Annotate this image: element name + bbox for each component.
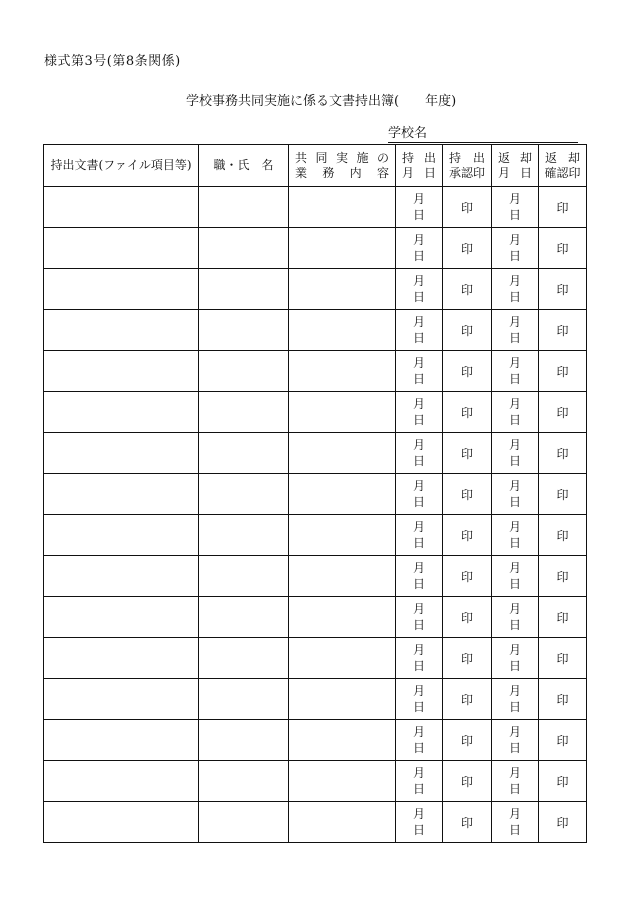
approve-seal-cell[interactable] — [443, 310, 492, 351]
day-label: 日 — [508, 618, 521, 632]
confirm-seal-cell[interactable] — [539, 720, 587, 761]
seal-label: 印 — [460, 487, 473, 502]
seal-label: 印 — [556, 200, 569, 215]
approve-seal-cell[interactable] — [443, 638, 492, 679]
seal-label: 印 — [556, 446, 569, 461]
out-date-cell[interactable] — [396, 351, 443, 392]
out-date-month-day — [396, 355, 442, 387]
header-confirm-line2: 確認印 — [544, 165, 581, 180]
out-date-month-day — [396, 724, 442, 756]
approve-seal-cell[interactable] — [443, 228, 492, 269]
work-cell[interactable] — [289, 761, 396, 802]
out-date-cell[interactable] — [396, 187, 443, 228]
header-out-date — [396, 145, 443, 187]
day-label: 日 — [412, 741, 425, 755]
seal-label: 印 — [460, 528, 473, 543]
work-cell[interactable] — [289, 597, 396, 638]
return-date-month-day — [492, 396, 538, 428]
seal-label: 印 — [460, 241, 473, 256]
seal-label: 印 — [556, 487, 569, 502]
confirm-seal-cell[interactable] — [539, 597, 587, 638]
header-return-line1: 返却 — [498, 150, 532, 165]
day-label: 日 — [508, 454, 521, 468]
table-row — [44, 269, 587, 310]
out-date-cell[interactable] — [396, 474, 443, 515]
approve-seal-cell[interactable] — [443, 187, 492, 228]
month-label: 月 — [412, 356, 425, 370]
out-date-month-day — [396, 683, 442, 715]
seal-label: 印 — [460, 651, 473, 666]
seal-label: 印 — [556, 569, 569, 584]
return-date-month-day — [492, 765, 538, 797]
month-label: 月 — [412, 602, 425, 616]
out-date-cell[interactable] — [396, 556, 443, 597]
out-date-cell[interactable] — [396, 638, 443, 679]
work-cell[interactable] — [289, 228, 396, 269]
confirm-seal-cell[interactable] — [539, 269, 587, 310]
out-date-cell[interactable] — [396, 720, 443, 761]
day-label: 日 — [508, 823, 521, 837]
day-label: 日 — [508, 700, 521, 714]
table-row — [44, 351, 587, 392]
return-date-cell[interactable] — [492, 515, 539, 556]
return-date-cell[interactable] — [492, 433, 539, 474]
out-date-month-day — [396, 519, 442, 551]
approve-seal-cell[interactable] — [443, 433, 492, 474]
day-label: 日 — [412, 577, 425, 591]
header-work-line1: 共同実施の — [295, 150, 389, 165]
header-name: 職・氏 名 — [199, 145, 289, 187]
approve-seal-cell[interactable] — [443, 761, 492, 802]
table-row — [44, 720, 587, 761]
month-label: 月 — [412, 233, 425, 247]
month-label: 月 — [508, 397, 521, 411]
document-title: 学校事務共同実施に係る文書持出簿( 年度) — [186, 94, 457, 109]
file-cell[interactable] — [44, 269, 199, 310]
month-label: 月 — [508, 479, 521, 493]
return-date-cell[interactable] — [492, 392, 539, 433]
month-label: 月 — [508, 807, 521, 821]
return-date-cell[interactable] — [492, 474, 539, 515]
month-label: 月 — [508, 561, 521, 575]
file-cell[interactable] — [44, 474, 199, 515]
table-row — [44, 187, 587, 228]
name-cell[interactable] — [199, 187, 289, 228]
out-date-month-day — [396, 273, 442, 305]
return-date-cell[interactable] — [492, 351, 539, 392]
name-cell[interactable] — [199, 474, 289, 515]
return-date-month-day — [492, 314, 538, 346]
approve-seal-cell[interactable] — [443, 556, 492, 597]
file-cell[interactable] — [44, 433, 199, 474]
confirm-seal-cell[interactable] — [539, 638, 587, 679]
file-cell[interactable] — [44, 351, 199, 392]
form-number: 様式第3号(第8条関係) — [44, 54, 181, 69]
month-label: 月 — [508, 520, 521, 534]
day-label: 日 — [508, 577, 521, 591]
month-label: 月 — [412, 807, 425, 821]
name-cell[interactable] — [199, 433, 289, 474]
confirm-seal-cell[interactable] — [539, 310, 587, 351]
table-row — [44, 679, 587, 720]
month-label: 月 — [412, 684, 425, 698]
day-label: 日 — [412, 454, 425, 468]
day-label: 日 — [412, 208, 425, 222]
seal-label: 印 — [460, 323, 473, 338]
day-label: 日 — [412, 372, 425, 386]
ledger-table — [43, 144, 587, 843]
seal-label: 印 — [460, 364, 473, 379]
return-date-cell[interactable] — [492, 802, 539, 843]
work-cell[interactable] — [289, 802, 396, 843]
day-label: 日 — [412, 290, 425, 304]
out-date-month-day — [396, 642, 442, 674]
confirm-seal-cell[interactable] — [539, 433, 587, 474]
header-approve-line1: 持出 — [449, 150, 485, 165]
name-cell[interactable] — [199, 515, 289, 556]
name-cell[interactable] — [199, 269, 289, 310]
seal-label: 印 — [460, 282, 473, 297]
day-label: 日 — [412, 249, 425, 263]
return-date-cell[interactable] — [492, 556, 539, 597]
seal-label: 印 — [460, 405, 473, 420]
return-date-month-day — [492, 601, 538, 633]
seal-label: 印 — [556, 323, 569, 338]
file-cell[interactable] — [44, 679, 199, 720]
month-label: 月 — [412, 766, 425, 780]
approve-seal-cell[interactable] — [443, 269, 492, 310]
month-label: 月 — [412, 725, 425, 739]
approve-seal-cell[interactable] — [443, 597, 492, 638]
out-date-cell[interactable] — [396, 597, 443, 638]
work-cell[interactable] — [289, 310, 396, 351]
work-cell[interactable] — [289, 638, 396, 679]
confirm-seal-cell[interactable] — [539, 802, 587, 843]
approve-seal-cell[interactable] — [443, 392, 492, 433]
day-label: 日 — [412, 659, 425, 673]
work-cell[interactable] — [289, 392, 396, 433]
return-date-month-day — [492, 232, 538, 264]
seal-label: 印 — [556, 405, 569, 420]
out-date-month-day — [396, 437, 442, 469]
return-date-month-day — [492, 273, 538, 305]
name-cell[interactable] — [199, 802, 289, 843]
file-cell[interactable] — [44, 720, 199, 761]
month-label: 月 — [508, 233, 521, 247]
month-label: 月 — [412, 315, 425, 329]
header-file: 持出文書(ファイル項目等) — [44, 145, 199, 187]
table-row — [44, 638, 587, 679]
name-cell[interactable] — [199, 556, 289, 597]
name-cell[interactable] — [199, 392, 289, 433]
month-label: 月 — [508, 684, 521, 698]
approve-seal-cell[interactable] — [443, 351, 492, 392]
file-cell[interactable] — [44, 228, 199, 269]
seal-label: 印 — [460, 569, 473, 584]
seal-label: 印 — [556, 815, 569, 830]
work-cell[interactable] — [289, 433, 396, 474]
return-date-cell[interactable] — [492, 269, 539, 310]
month-label: 月 — [412, 479, 425, 493]
return-date-cell[interactable] — [492, 638, 539, 679]
work-cell[interactable] — [289, 720, 396, 761]
return-date-cell[interactable] — [492, 228, 539, 269]
confirm-seal-cell[interactable] — [539, 515, 587, 556]
header-approve-line2: 承認印 — [448, 165, 485, 180]
out-date-cell[interactable] — [396, 392, 443, 433]
header-return-line2: 月日 — [498, 165, 532, 180]
approve-seal-cell[interactable] — [443, 720, 492, 761]
out-date-month-day — [396, 806, 442, 838]
seal-label: 印 — [460, 815, 473, 830]
return-date-month-day — [492, 560, 538, 592]
out-date-month-day — [396, 601, 442, 633]
work-cell[interactable] — [289, 515, 396, 556]
return-date-cell[interactable] — [492, 597, 539, 638]
table-row — [44, 310, 587, 351]
return-date-month-day — [492, 355, 538, 387]
seal-label: 印 — [556, 528, 569, 543]
return-date-month-day — [492, 519, 538, 551]
seal-label: 印 — [460, 200, 473, 215]
confirm-seal-cell[interactable] — [539, 351, 587, 392]
name-cell[interactable] — [199, 679, 289, 720]
out-date-month-day — [396, 765, 442, 797]
seal-label: 印 — [556, 282, 569, 297]
month-label: 月 — [508, 192, 521, 206]
month-label: 月 — [412, 643, 425, 657]
return-date-cell[interactable] — [492, 761, 539, 802]
name-cell[interactable] — [199, 597, 289, 638]
month-label: 月 — [508, 315, 521, 329]
file-cell[interactable] — [44, 187, 199, 228]
day-label: 日 — [412, 413, 425, 427]
header-confirm-line1: 返却 — [545, 150, 580, 165]
out-date-cell[interactable] — [396, 228, 443, 269]
file-cell[interactable] — [44, 556, 199, 597]
work-cell[interactable] — [289, 269, 396, 310]
return-date-month-day — [492, 724, 538, 756]
day-label: 日 — [508, 208, 521, 222]
return-date-cell[interactable] — [492, 310, 539, 351]
header-out-line2: 月日 — [402, 165, 436, 180]
header-work — [289, 145, 396, 187]
month-label: 月 — [508, 766, 521, 780]
return-date-cell[interactable] — [492, 679, 539, 720]
header-approve-seal — [443, 145, 492, 187]
return-date-month-day — [492, 437, 538, 469]
return-date-month-day — [492, 478, 538, 510]
confirm-seal-cell[interactable] — [539, 228, 587, 269]
confirm-seal-cell[interactable] — [539, 187, 587, 228]
month-label: 月 — [412, 274, 425, 288]
day-label: 日 — [508, 413, 521, 427]
return-date-month-day — [492, 191, 538, 223]
day-label: 日 — [508, 249, 521, 263]
table-row — [44, 761, 587, 802]
out-date-cell[interactable] — [396, 761, 443, 802]
month-label: 月 — [412, 561, 425, 575]
month-label: 月 — [508, 438, 521, 452]
out-date-cell[interactable] — [396, 802, 443, 843]
header-work-line2: 業務内容 — [295, 165, 389, 180]
table-row — [44, 515, 587, 556]
seal-label: 印 — [556, 651, 569, 666]
name-cell[interactable] — [199, 638, 289, 679]
out-date-month-day — [396, 191, 442, 223]
file-cell[interactable] — [44, 515, 199, 556]
day-label: 日 — [508, 741, 521, 755]
return-date-cell[interactable] — [492, 720, 539, 761]
file-cell[interactable] — [44, 310, 199, 351]
day-label: 日 — [412, 536, 425, 550]
out-date-cell[interactable] — [396, 679, 443, 720]
return-date-month-day — [492, 806, 538, 838]
out-date-month-day — [396, 396, 442, 428]
name-cell[interactable] — [199, 228, 289, 269]
table-row — [44, 392, 587, 433]
file-cell[interactable] — [44, 597, 199, 638]
day-label: 日 — [508, 782, 521, 796]
header-return-date — [492, 145, 539, 187]
day-label: 日 — [508, 659, 521, 673]
work-cell[interactable] — [289, 474, 396, 515]
school-name-field — [388, 126, 578, 143]
name-cell[interactable] — [199, 310, 289, 351]
out-date-month-day — [396, 232, 442, 264]
month-label: 月 — [412, 397, 425, 411]
seal-label: 印 — [460, 774, 473, 789]
month-label: 月 — [508, 274, 521, 288]
month-label: 月 — [412, 438, 425, 452]
approve-seal-cell[interactable] — [443, 474, 492, 515]
file-cell[interactable] — [44, 638, 199, 679]
out-date-cell[interactable] — [396, 269, 443, 310]
work-cell[interactable] — [289, 556, 396, 597]
out-date-month-day — [396, 478, 442, 510]
table-row — [44, 802, 587, 843]
name-cell[interactable] — [199, 351, 289, 392]
ledger-body — [44, 187, 587, 843]
day-label: 日 — [508, 372, 521, 386]
out-date-cell[interactable] — [396, 515, 443, 556]
confirm-seal-cell[interactable] — [539, 392, 587, 433]
name-cell[interactable] — [199, 761, 289, 802]
seal-label: 印 — [460, 692, 473, 707]
table-row — [44, 556, 587, 597]
seal-label: 印 — [460, 610, 473, 625]
month-label: 月 — [508, 643, 521, 657]
header-confirm-seal — [539, 145, 587, 187]
confirm-seal-cell[interactable] — [539, 556, 587, 597]
return-date-month-day — [492, 683, 538, 715]
out-date-month-day — [396, 314, 442, 346]
seal-label: 印 — [460, 446, 473, 461]
file-cell[interactable] — [44, 802, 199, 843]
day-label: 日 — [412, 700, 425, 714]
day-label: 日 — [412, 618, 425, 632]
header-out-line1: 持出 — [402, 150, 436, 165]
month-label: 月 — [412, 520, 425, 534]
seal-label: 印 — [556, 733, 569, 748]
day-label: 日 — [508, 331, 521, 345]
confirm-seal-cell[interactable] — [539, 761, 587, 802]
seal-label: 印 — [556, 610, 569, 625]
out-date-month-day — [396, 560, 442, 592]
approve-seal-cell[interactable] — [443, 802, 492, 843]
file-cell[interactable] — [44, 392, 199, 433]
return-date-month-day — [492, 642, 538, 674]
day-label: 日 — [412, 495, 425, 509]
day-label: 日 — [412, 331, 425, 345]
header-row — [44, 145, 587, 187]
month-label: 月 — [508, 602, 521, 616]
file-cell[interactable] — [44, 761, 199, 802]
day-label: 日 — [412, 782, 425, 796]
work-cell[interactable] — [289, 351, 396, 392]
school-name-label: 学校名 — [388, 126, 428, 141]
table-row — [44, 433, 587, 474]
return-date-cell[interactable] — [492, 187, 539, 228]
confirm-seal-cell[interactable] — [539, 679, 587, 720]
table-row — [44, 597, 587, 638]
out-date-cell[interactable] — [396, 433, 443, 474]
seal-label: 印 — [460, 733, 473, 748]
confirm-seal-cell[interactable] — [539, 474, 587, 515]
day-label: 日 — [508, 536, 521, 550]
day-label: 日 — [412, 823, 425, 837]
seal-label: 印 — [556, 241, 569, 256]
month-label: 月 — [508, 725, 521, 739]
month-label: 月 — [412, 192, 425, 206]
work-cell[interactable] — [289, 187, 396, 228]
seal-label: 印 — [556, 692, 569, 707]
approve-seal-cell[interactable] — [443, 679, 492, 720]
table-row — [44, 474, 587, 515]
day-label: 日 — [508, 290, 521, 304]
out-date-cell[interactable] — [396, 310, 443, 351]
seal-label: 印 — [556, 774, 569, 789]
work-cell[interactable] — [289, 679, 396, 720]
approve-seal-cell[interactable] — [443, 515, 492, 556]
seal-label: 印 — [556, 364, 569, 379]
day-label: 日 — [508, 495, 521, 509]
table-row — [44, 228, 587, 269]
month-label: 月 — [508, 356, 521, 370]
name-cell[interactable] — [199, 720, 289, 761]
